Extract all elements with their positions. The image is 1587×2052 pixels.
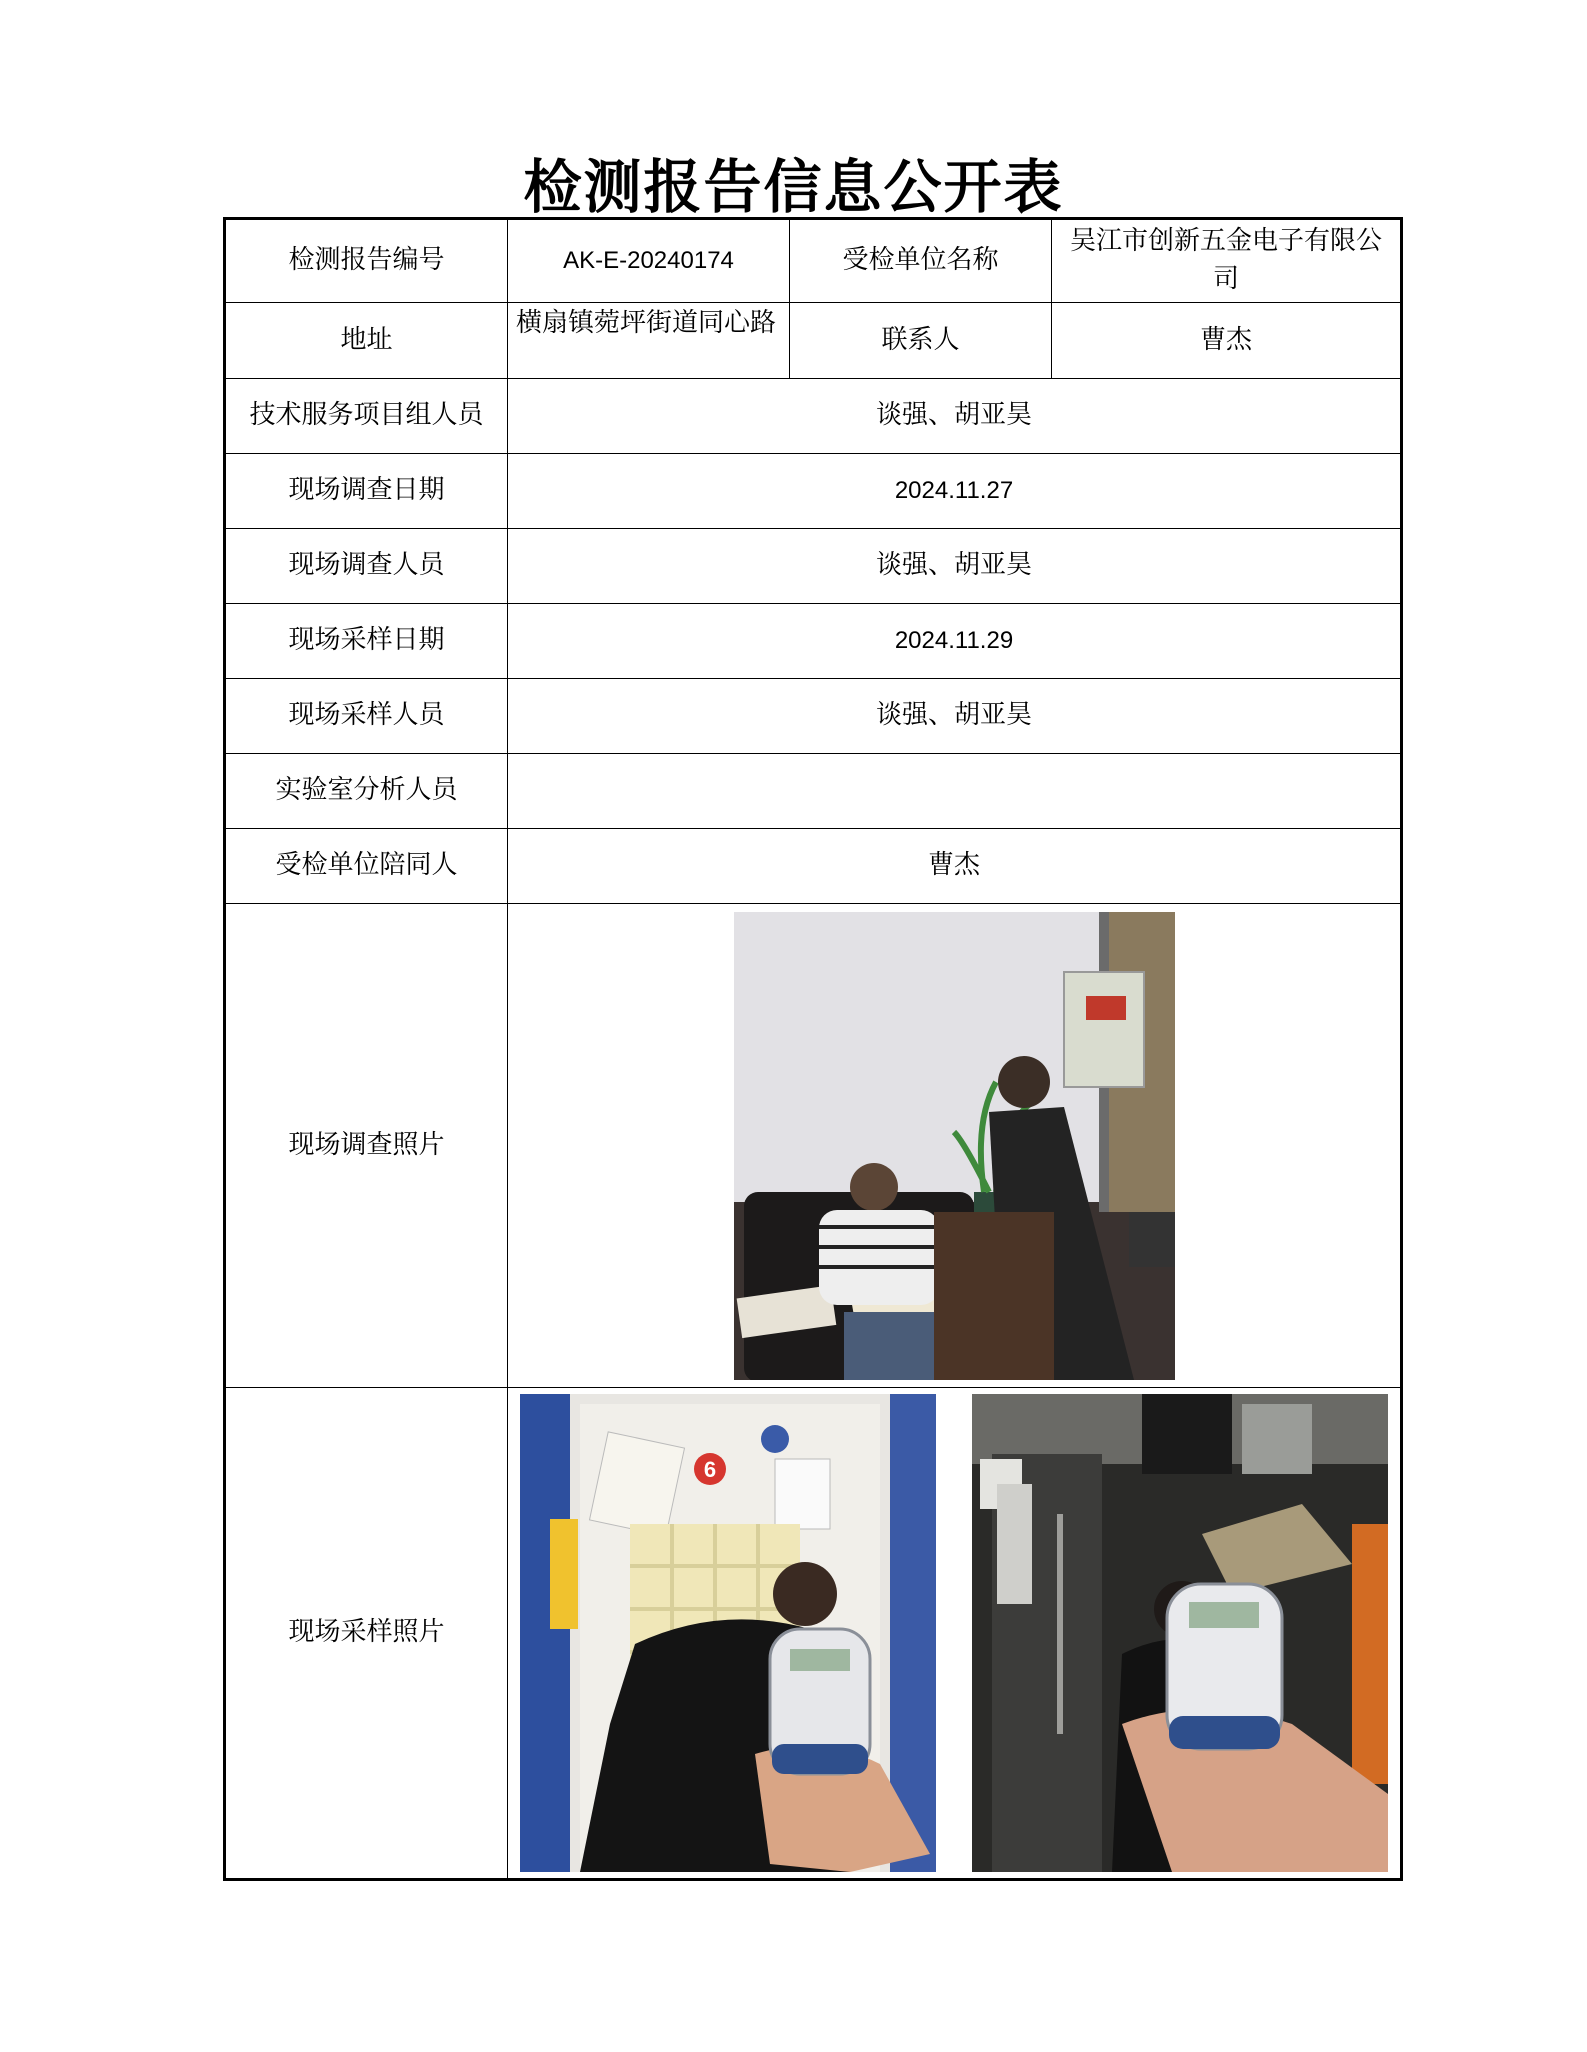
table-row [225,454,1402,529]
sampling-photo-left [520,1394,936,1872]
survey-date-label: 现场调查日期 [225,454,508,529]
table-row [225,829,1402,904]
report-number-label: 检测报告编号 [225,219,508,303]
escort-value: 曹杰 [508,829,1402,904]
contact-value: 曹杰 [1052,303,1402,379]
sampling-staff-value: 谈强、胡亚昊 [508,679,1402,754]
sampling-date-value: 2024.11.29 [508,604,1402,679]
table-row [225,303,1402,379]
survey-photo [734,912,1175,1380]
table-row [225,219,1402,303]
unit-name-label: 受检单位名称 [790,219,1052,303]
address-value: 横扇镇菀坪街道同心路 [508,303,790,379]
table-row [225,754,1402,829]
sampling-photo-pair [508,1394,1400,1872]
table-row [225,379,1402,454]
table-row [225,529,1402,604]
escort-label: 受检单位陪同人 [225,829,508,904]
sampling-staff-label: 现场采样人员 [225,679,508,754]
sampling-date-label: 现场采样日期 [225,604,508,679]
sampling-photos-cell [508,1388,1402,1880]
team-label: 技术服务项目组人员 [225,379,508,454]
team-value: 谈强、胡亚昊 [508,379,1402,454]
survey-staff-value: 谈强、胡亚昊 [508,529,1402,604]
contact-label: 联系人 [790,303,1052,379]
address-label: 地址 [225,303,508,379]
lab-staff-value [508,754,1402,829]
table-row [225,604,1402,679]
table-row [225,1388,1402,1880]
report-number-value: AK-E-20240174 [508,219,790,303]
table-row [225,679,1402,754]
table-row [225,904,1402,1388]
machine-number-text: 6 [703,1457,717,1482]
survey-date-value: 2024.11.27 [508,454,1402,529]
survey-staff-label: 现场调查人员 [225,529,508,604]
page-title: 检测报告信息公开表 [523,153,1064,221]
survey-photo-label: 现场调查照片 [225,904,508,1388]
report-info-table [223,217,1403,1881]
sampling-photo-label: 现场采样照片 [225,1388,508,1880]
lab-staff-label: 实验室分析人员 [225,754,508,829]
survey-photo-cell [508,904,1402,1388]
sampling-photo-right [972,1394,1388,1872]
unit-name-value: 吴江市创新五金电子有限公司 [1052,219,1402,303]
